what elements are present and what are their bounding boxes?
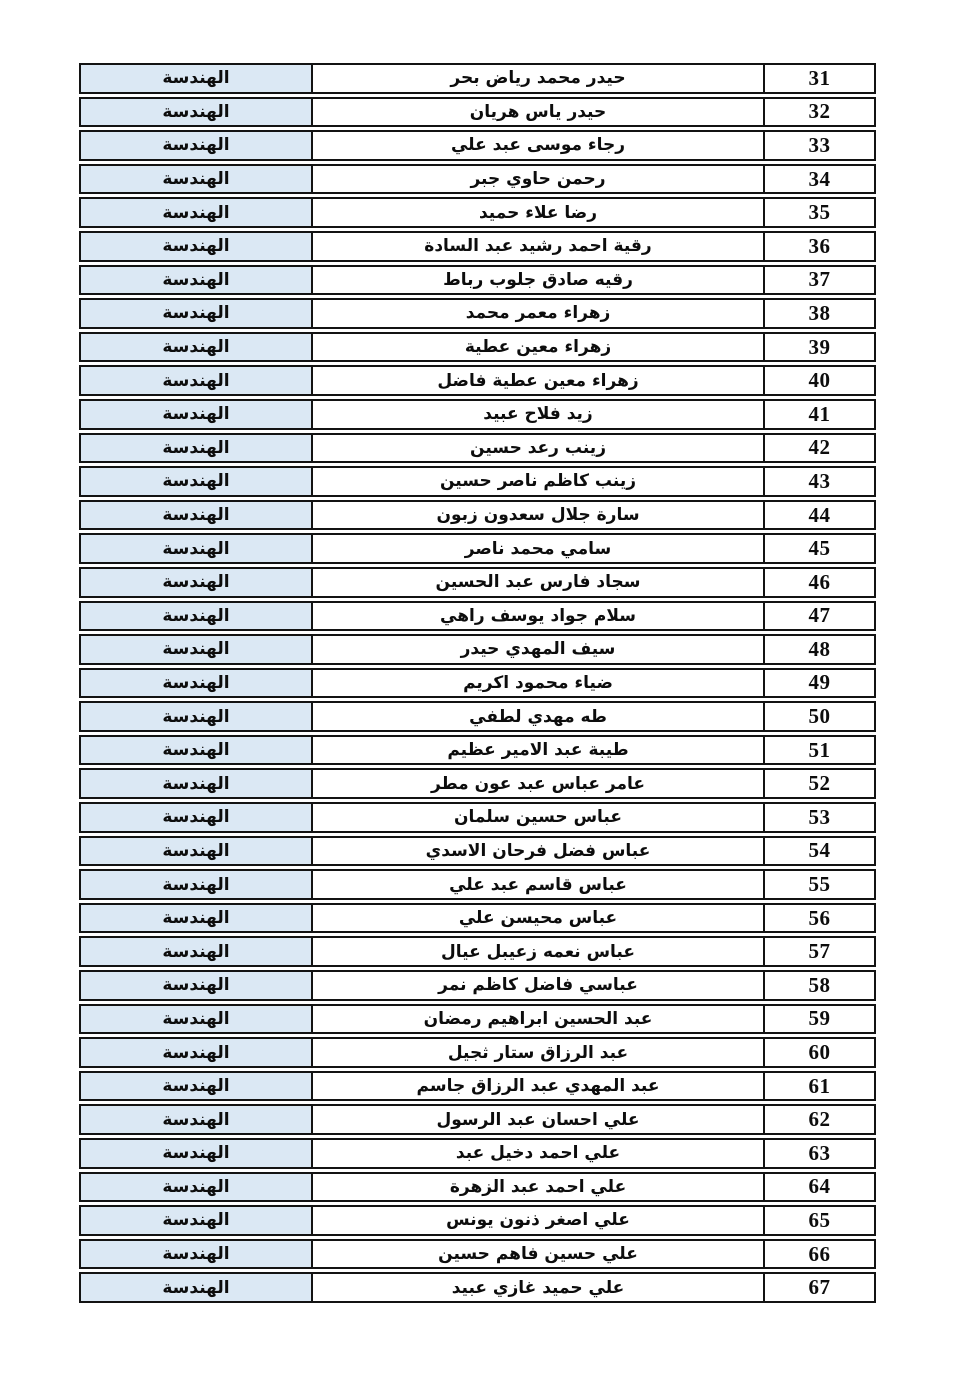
name-cell: عباس محيسن علي	[313, 905, 765, 932]
name-cell: حيدر ياس هريان	[313, 99, 765, 126]
name-cell: عباس حسين سلمان	[313, 804, 765, 831]
department-cell: الهندسة	[81, 502, 313, 529]
number-cell: 31	[808, 65, 831, 90]
department-cell: الهندسة	[81, 535, 313, 562]
number-cell: 43	[808, 468, 831, 493]
name-cell: علي اصغر ذنون يونس	[313, 1207, 765, 1234]
table-row	[79, 567, 876, 598]
number-cell: 65	[808, 1207, 831, 1232]
table-row	[79, 164, 876, 195]
table-row	[79, 1172, 876, 1203]
table-row	[79, 1071, 876, 1102]
department-cell: الهندسة	[81, 1207, 313, 1234]
number-cell: 32	[808, 99, 831, 124]
number-cell: 51	[808, 737, 831, 762]
department-cell: الهندسة	[81, 737, 313, 764]
department-cell: الهندسة	[81, 838, 313, 865]
table-row	[79, 130, 876, 161]
name-cell: رجاء موسى عبد علي	[313, 132, 765, 159]
department-cell: الهندسة	[81, 636, 313, 663]
number-cell: 42	[808, 435, 831, 460]
department-cell: الهندسة	[81, 99, 313, 126]
table-row	[79, 433, 876, 464]
number-cell: 52	[808, 771, 831, 796]
department-cell: الهندسة	[81, 401, 313, 428]
number-cell: 38	[808, 300, 831, 325]
name-cell: عباسي فاضل كاظم نمر	[313, 972, 765, 999]
department-cell: الهندسة	[81, 569, 313, 596]
table-row	[79, 197, 876, 228]
number-cell: 35	[808, 200, 831, 225]
number-cell: 56	[808, 905, 831, 930]
department-cell: الهندسة	[81, 1039, 313, 1066]
number-cell: 37	[808, 267, 831, 292]
table-row	[79, 1239, 876, 1270]
number-cell: 40	[808, 368, 831, 393]
name-cell: عباس قاسم عبد علي	[313, 871, 765, 898]
name-cell: زينب كاظم ناصر حسين	[313, 468, 765, 495]
department-cell: الهندسة	[81, 1073, 313, 1100]
name-cell: علي احمد عبد الزهرة	[313, 1174, 765, 1201]
table-row	[79, 265, 876, 296]
department-cell: الهندسة	[81, 1274, 313, 1301]
department-cell: الهندسة	[81, 670, 313, 697]
name-cell: عباس فضل فرحان الاسدي	[313, 838, 765, 865]
name-cell: رضا علاء حميد	[313, 199, 765, 226]
name-cell: زينب رعد حسين	[313, 435, 765, 462]
department-cell: الهندسة	[81, 603, 313, 630]
number-cell: 47	[808, 603, 831, 628]
department-cell: الهندسة	[81, 233, 313, 260]
table-row	[79, 97, 876, 128]
table-row	[79, 735, 876, 766]
name-cell: رقية احمد رشيد عبد السادة	[313, 233, 765, 260]
number-cell: 62	[808, 1107, 831, 1132]
department-cell: الهندسة	[81, 300, 313, 327]
table-row	[79, 836, 876, 867]
name-cell: طه مهدي لطفي	[313, 703, 765, 730]
department-cell: الهندسة	[81, 938, 313, 965]
table-row	[79, 399, 876, 430]
department-cell: الهندسة	[81, 199, 313, 226]
table-row	[79, 970, 876, 1001]
number-cell: 44	[808, 502, 831, 527]
table-row	[79, 1138, 876, 1169]
name-cell: ضياء محمود اكريم	[313, 670, 765, 697]
table-row	[79, 63, 876, 94]
number-cell: 60	[808, 1040, 831, 1065]
number-cell: 64	[808, 1174, 831, 1199]
name-cell: سامي محمد ناصر	[313, 535, 765, 562]
student-roster-table	[79, 63, 876, 1306]
department-cell: الهندسة	[81, 334, 313, 361]
department-cell: الهندسة	[81, 1174, 313, 1201]
department-cell: الهندسة	[81, 65, 313, 92]
name-cell: زيد فلاح عبيد	[313, 401, 765, 428]
table-row	[79, 903, 876, 934]
department-cell: الهندسة	[81, 132, 313, 159]
name-cell: عبد المهدي عبد الرزاق جاسم	[313, 1073, 765, 1100]
number-cell: 53	[808, 804, 831, 829]
table-row	[79, 466, 876, 497]
table-row	[79, 936, 876, 967]
number-cell: 45	[808, 536, 831, 561]
name-cell: حيدر محمد رياض بحر	[313, 65, 765, 92]
name-cell: سارة جلال سعدون زبون	[313, 502, 765, 529]
department-cell: الهندسة	[81, 435, 313, 462]
number-cell: 33	[808, 132, 831, 157]
department-cell: الهندسة	[81, 804, 313, 831]
number-cell: 54	[808, 838, 831, 863]
name-cell: زهراء معين عطية فاضل	[313, 367, 765, 394]
department-cell: الهندسة	[81, 1241, 313, 1268]
name-cell: سيف المهدي حيدر	[313, 636, 765, 663]
table-row	[79, 1205, 876, 1236]
department-cell: الهندسة	[81, 1106, 313, 1133]
number-cell: 41	[808, 401, 831, 426]
name-cell: سجاد فارس عبد الحسين	[313, 569, 765, 596]
table-row	[79, 298, 876, 329]
table-row	[79, 533, 876, 564]
department-cell: الهندسة	[81, 267, 313, 294]
table-row	[79, 668, 876, 699]
name-cell: علي حسين فاهم حسين	[313, 1241, 765, 1268]
name-cell: عبد الحسين ابراهيم رمضان	[313, 1006, 765, 1033]
name-cell: زهراء معمر محمد	[313, 300, 765, 327]
name-cell: عامر عباس عبد عون مطر	[313, 770, 765, 797]
number-cell: 34	[808, 166, 831, 191]
number-cell: 67	[808, 1275, 831, 1300]
department-cell: الهندسة	[81, 871, 313, 898]
name-cell: علي احمد دخيل عبد	[313, 1140, 765, 1167]
number-cell: 55	[808, 872, 831, 897]
table-row	[79, 701, 876, 732]
table-row	[79, 1104, 876, 1135]
table-row	[79, 365, 876, 396]
number-cell: 63	[808, 1140, 831, 1165]
number-cell: 57	[808, 939, 831, 964]
department-cell: الهندسة	[81, 905, 313, 932]
department-cell: الهندسة	[81, 972, 313, 999]
number-cell: 58	[808, 972, 831, 997]
number-cell: 61	[808, 1073, 831, 1098]
table-row	[79, 1037, 876, 1068]
table-row	[79, 869, 876, 900]
department-cell: الهندسة	[81, 367, 313, 394]
table-row	[79, 500, 876, 531]
number-cell: 59	[808, 1006, 831, 1031]
number-cell: 46	[808, 569, 831, 594]
name-cell: عبد الرزاق ستار ثجيل	[313, 1039, 765, 1066]
table-row	[79, 601, 876, 632]
table-row	[79, 768, 876, 799]
name-cell: علي حميد غازي عبيد	[313, 1274, 765, 1301]
table-row	[79, 1004, 876, 1035]
department-cell: الهندسة	[81, 468, 313, 495]
department-cell: الهندسة	[81, 1140, 313, 1167]
table-row	[79, 634, 876, 665]
number-cell: 48	[808, 636, 831, 661]
department-cell: الهندسة	[81, 1006, 313, 1033]
name-cell: علي احسان عبد الرسول	[313, 1106, 765, 1133]
name-cell: سلام جواد يوسف راهي	[313, 603, 765, 630]
number-cell: 66	[808, 1241, 831, 1266]
table-row	[79, 1272, 876, 1303]
table-row	[79, 231, 876, 262]
table-row	[79, 332, 876, 363]
department-cell: الهندسة	[81, 703, 313, 730]
table-row	[79, 802, 876, 833]
number-cell: 36	[808, 233, 831, 258]
number-cell: 39	[808, 334, 831, 359]
name-cell: رحمن حاوي جبر	[313, 166, 765, 193]
department-cell: الهندسة	[81, 166, 313, 193]
name-cell: عباس نعمه زعيبل عيال	[313, 938, 765, 965]
number-cell: 50	[808, 704, 831, 729]
number-cell: 49	[808, 670, 831, 695]
name-cell: طيبة عبد الامير عظيم	[313, 737, 765, 764]
department-cell: الهندسة	[81, 770, 313, 797]
name-cell: رقيه صادق جلوب رباط	[313, 267, 765, 294]
name-cell: زهراء معين عطية	[313, 334, 765, 361]
